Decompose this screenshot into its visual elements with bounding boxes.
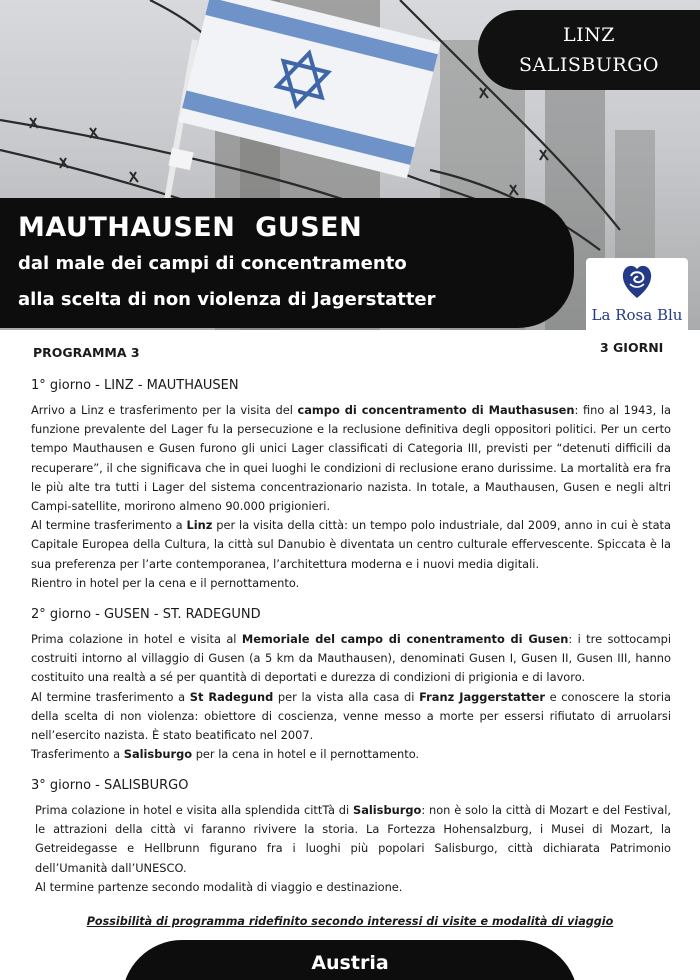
brand-logo — [586, 258, 688, 336]
bold-text: Salisburgo — [123, 747, 193, 762]
bold-text: St Radegund — [189, 689, 274, 704]
bold-text: Linz — [186, 518, 213, 533]
footer-note: Possibilità di programma ridefinito secondo interessi di visite e modalità di viaggio — [86, 915, 614, 928]
country-band — [122, 940, 578, 980]
day-paragraph — [31, 745, 671, 764]
bold-text: Salisburgo — [352, 803, 422, 817]
day-title: 1° giorno - LINZ - MAUTHAUSEN — [31, 378, 239, 393]
day-paragraph — [35, 878, 671, 897]
destination-badge — [478, 10, 700, 90]
day-paragraph — [31, 516, 671, 574]
text-segment: per la cena in hotel e il pernottamento. — [192, 747, 420, 762]
page-title: MAUTHAUSEN GUSEN — [18, 212, 363, 243]
text-segment: e conoscere la storia della scelta di non violenza: obiettore di coscienza, venne messo a morte per essersi rifiutato di arruolarsi nell’esercito nazista. È stato beatificato nel 2007. — [31, 689, 672, 743]
text-segment: Prima colazione in hotel e visita al — [31, 632, 242, 646]
text-segment: Arrivo a Linz e trasferimento per la visita del — [31, 403, 298, 417]
text-segment: Al termine trasferimento a — [31, 518, 187, 533]
day-1-section — [31, 378, 671, 593]
day-title: 3° giorno - SALISBURGO — [31, 778, 189, 793]
day-2-section — [31, 607, 671, 764]
text-segment: : i tre sottocampi costruiti intorno al villaggio di Gusen (a 5 km da Mauthausen), denominati Gusen I, Gusen II, Gusen III, hanno costituito una realtà a sé per quantità di deportati e durezza di condizioni di prigionia e di lavoro. — [31, 632, 672, 685]
day-paragraph — [31, 574, 671, 593]
day-body — [31, 630, 671, 764]
subtitle-line-2: alla scelta di non violenza di Jagerstatter — [18, 289, 436, 310]
city-linz: LINZ — [563, 24, 615, 46]
title-band — [0, 198, 574, 328]
text-segment: : fino al 1943, la funzione prevalente del Lager fu la persecuzione e la reclusione definitiva degli oppositori politici. Per un certo tempo Mauthausen e Gusen furono gli unici Lager classificati di Categoria III, previsti per “detenuti difficili da recuperare”, il che significava che in quei luoghi le condizioni di reclusione erano durissime. La mortalità era fra le più alte tra tutti i Lager del sistema concentrazionario nazista. In totale, a Mauthausen, Gusen e negli altri Campi-satellite, morirono almeno 90.000 prigionieri. — [31, 403, 671, 514]
bold-text: Franz Jaggerstatter — [419, 689, 545, 704]
text-segment: Prima colazione in hotel e visita alla splendida cittTà di — [35, 803, 353, 817]
subtitle-line-1: dal male dei campi di concentramento — [18, 253, 407, 274]
day-paragraph — [31, 630, 671, 688]
program-label: PROGRAMMA 3 — [33, 345, 140, 360]
day-paragraph — [31, 688, 671, 746]
bold-text: campo di concentramento di Mauthasusen — [297, 403, 575, 417]
text-segment: per la vista alla casa di — [273, 689, 420, 704]
day-paragraph — [31, 401, 671, 516]
text-segment: Trasferimento a — [31, 747, 124, 762]
duration-label: 3 GIORNI — [600, 340, 664, 355]
text-segment: per la visita della città: un tempo polo industriale, dal 2009, anno in cui è stata Capitale Europea della Cultura, la città sul Danubio è diventata un centro culturale effervescente. Spiccata è la sua preferenza per l’arte contemporanea, l’architettura moderna e i nuovi media digitali. — [31, 518, 671, 571]
day-title: 2° giorno - GUSEN - ST. RADEGUND — [31, 607, 261, 622]
brand-name: La Rosa Blu — [591, 306, 683, 324]
text-segment: Al termine trasferimento a — [31, 689, 190, 704]
country-label: Austria — [311, 952, 389, 974]
day-3-section — [31, 778, 671, 897]
bold-text: Memoriale del campo di conentramento di Gusen — [241, 632, 569, 646]
text-segment: Al termine partenze secondo modalità di viaggio e destinazione. — [35, 879, 403, 894]
day-paragraph — [35, 801, 671, 878]
day-body — [31, 401, 671, 593]
day-body — [31, 801, 671, 897]
rose-heart-logo-icon — [621, 262, 653, 300]
text-segment: Rientro in hotel per la cena e il pernottamento. — [31, 575, 300, 590]
city-salisburgo: SALISBURGO — [519, 54, 659, 76]
text-segment: : non è solo la città di Mozart e del Festival, le attrazioni della città vi faranno rivivere la storia. La Fortezza Hohensalzburg, i Musei di Mozart, la Getreidegasse e Hellbrunn figurano fra i luoghi più popolari Salisburgo, città dichiarata Patrimonio dell’Umanità dall’UNESCO. — [35, 803, 672, 875]
